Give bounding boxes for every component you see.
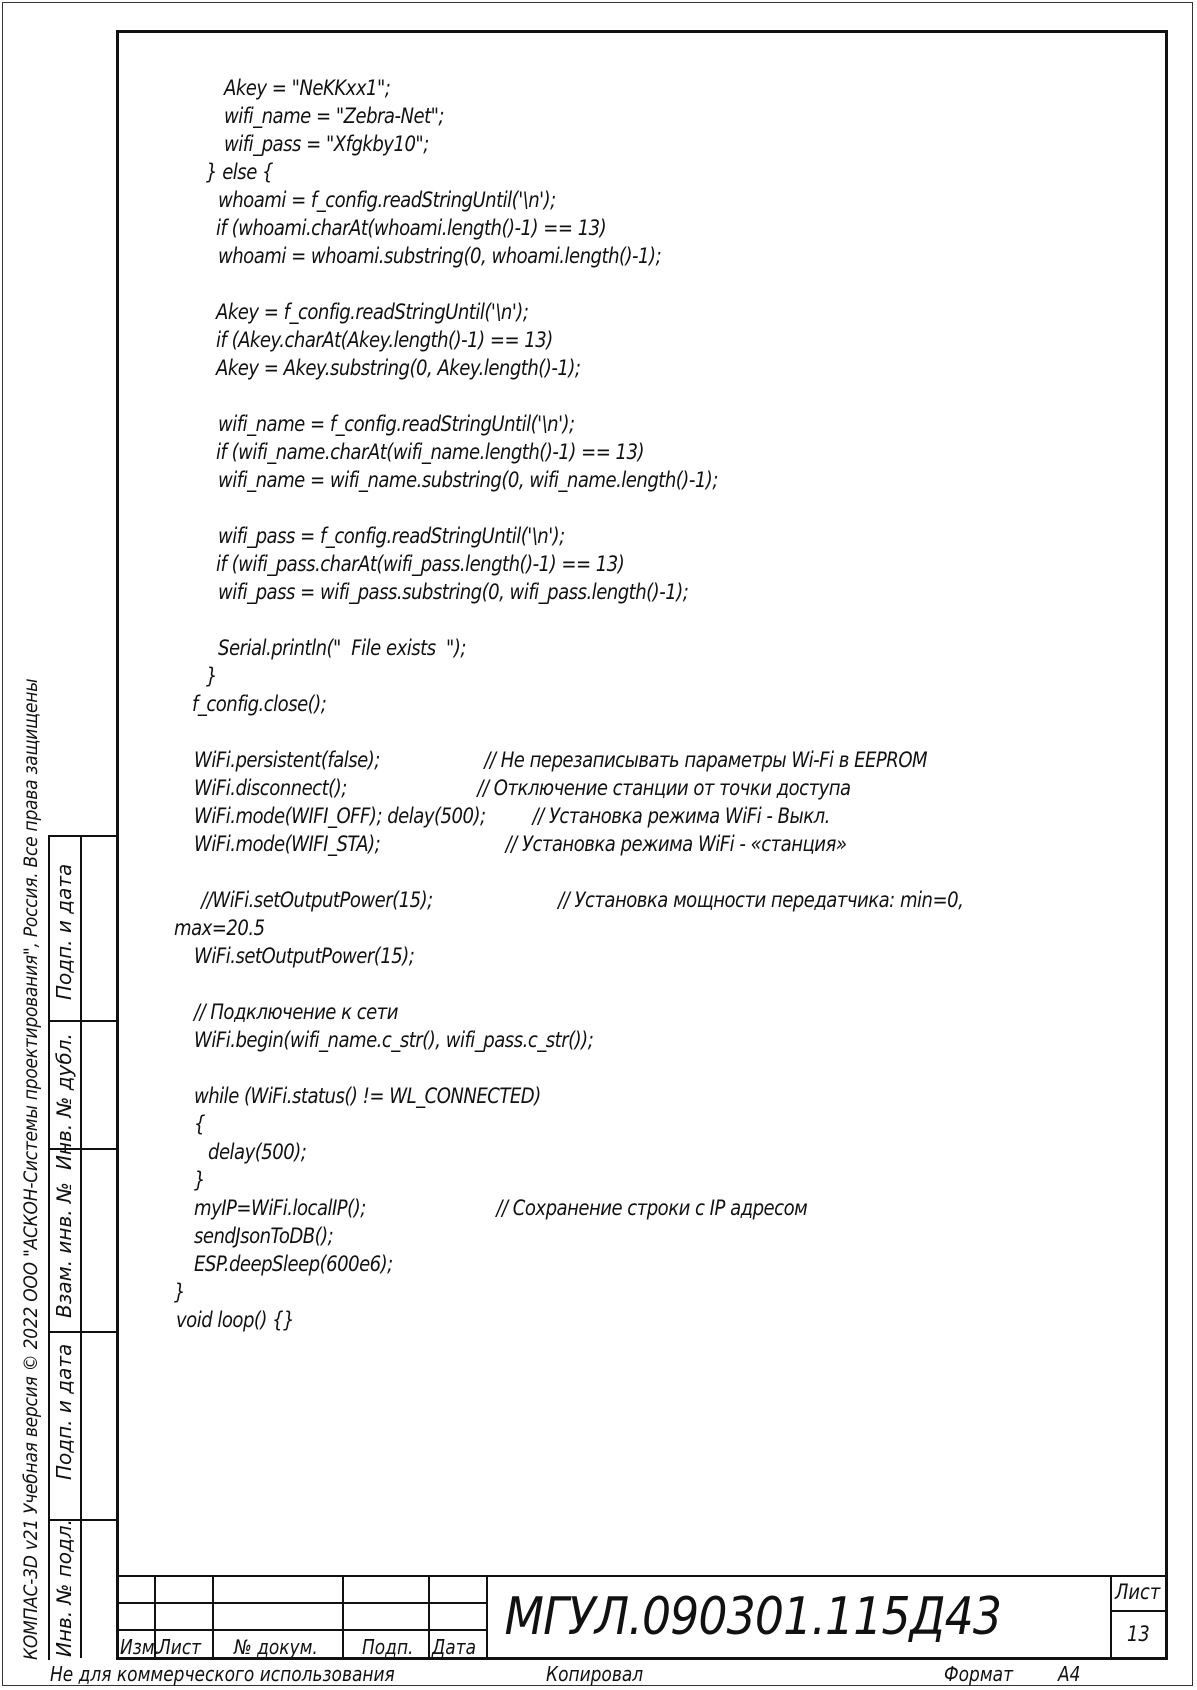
code-line: wifi_pass = "Xfgkby10"; (224, 132, 429, 156)
col-izm: Изм. (120, 1635, 160, 1659)
document-number: МГУЛ.090301.115Д43 (504, 1587, 1002, 1647)
code-line: wifi_name = wifi_name.substring(0, wifi_name.length()-1); (218, 468, 718, 492)
side-label-inv-podl: Инв. № подл. (52, 1519, 76, 1657)
code-line: whoami = whoami.substring(0, whoami.length()-1); (218, 244, 662, 268)
code-line: whoami = f_config.readStringUntil('\n'); (218, 188, 556, 212)
code-line: sendJsonToDB(); (194, 1224, 334, 1248)
code-line: WiFi.persistent(false); // Не перезаписывать параметры Wi-Fi в EEPROM (194, 748, 928, 772)
code-line: while (WiFi.status() != WL_CONNECTED) (194, 1084, 541, 1108)
code-line: WiFi.disconnect(); // Отключение станции от точки доступа (194, 776, 851, 800)
code-line: wifi_name = f_config.readStringUntil('\n'); (218, 412, 575, 436)
footer-copied: Копировал (546, 1662, 644, 1686)
col-podp: Подп. (362, 1635, 414, 1659)
side-label-podp-data-bottom: Подп. и дата (52, 1343, 76, 1480)
code-line: { (194, 1112, 205, 1136)
footer-format-label: Формат (944, 1662, 1013, 1686)
code-line: } else { (206, 160, 273, 184)
col-docum: № докум. (234, 1635, 318, 1659)
code-line: ESP.deepSleep(600e6); (194, 1252, 393, 1276)
col-data: Дата (432, 1635, 477, 1659)
code-line: wifi_pass = f_config.readStringUntil('\n'); (218, 524, 565, 548)
code-line: // Подключение к сети (194, 1000, 398, 1024)
footer-not-commercial: Не для коммерческого использования (50, 1662, 395, 1686)
code-line: f_config.close(); (192, 692, 327, 716)
code-line: if (whoami.charAt(whoami.length()-1) == 13) (216, 216, 607, 240)
code-line: Akey = Akey.substring(0, Akey.length()-1); (216, 356, 581, 380)
code-line: if (wifi_pass.charAt(wifi_pass.length()-1) == 13) (216, 552, 625, 576)
code-line: //WiFi.setOutputPower(15); // Установка мощности передатчика: min=0, (196, 888, 964, 912)
code-line: Akey = f_config.readStringUntil('\n'); (216, 300, 529, 324)
side-label-inv-dubl: Инв. № дубл. (52, 1033, 76, 1170)
side-label-podp-data-top: Подп. и дата (52, 863, 76, 1000)
code-line: } (206, 664, 217, 688)
code-line: Serial.println(" File exists "); (218, 636, 466, 660)
col-list: Лист (158, 1635, 202, 1659)
copyright-text: КОМПАС-3D v21 Учебная версия © 2022 ООО "АСКОН-Системы проектирования", Россия. Все права защищены (20, 678, 42, 1660)
code-line: } (174, 1280, 185, 1304)
code-line: WiFi.setOutputPower(15); (194, 944, 415, 968)
code-line: Akey = "NeKKxx1"; (224, 76, 391, 100)
code-line: if (wifi_name.charAt(wifi_name.length()-1) == 13) (216, 440, 645, 464)
code-line: } (194, 1168, 205, 1192)
code-line: wifi_name = "Zebra-Net"; (224, 104, 444, 128)
footer-format-value: А4 (1058, 1662, 1081, 1686)
code-line: WiFi.begin(wifi_name.c_str(), wifi_pass.c_str()); (194, 1028, 594, 1052)
code-line: myIP=WiFi.localIP(); // Сохранение строки с IP адресом (194, 1196, 808, 1220)
code-line: void loop() {} (176, 1308, 295, 1332)
side-label-vzam-inv: Взам. инв. № (52, 1182, 76, 1318)
sheet-label: Лист (1115, 1580, 1161, 1604)
code-line: WiFi.mode(WIFI_OFF); delay(500); // Установка режима WiFi - Выкл. (194, 804, 830, 828)
code-line: delay(500); (208, 1140, 307, 1164)
code-line: WiFi.mode(WIFI_STA); // Установка режима WiFi - «станция» (194, 832, 847, 856)
code-line: max=20.5 (174, 916, 265, 940)
sheet-number: 13 (1127, 1622, 1150, 1646)
code-line: if (Akey.charAt(Akey.length()-1) == 13) (216, 328, 553, 352)
code-line: wifi_pass = wifi_pass.substring(0, wifi_pass.length()-1); (218, 580, 689, 604)
